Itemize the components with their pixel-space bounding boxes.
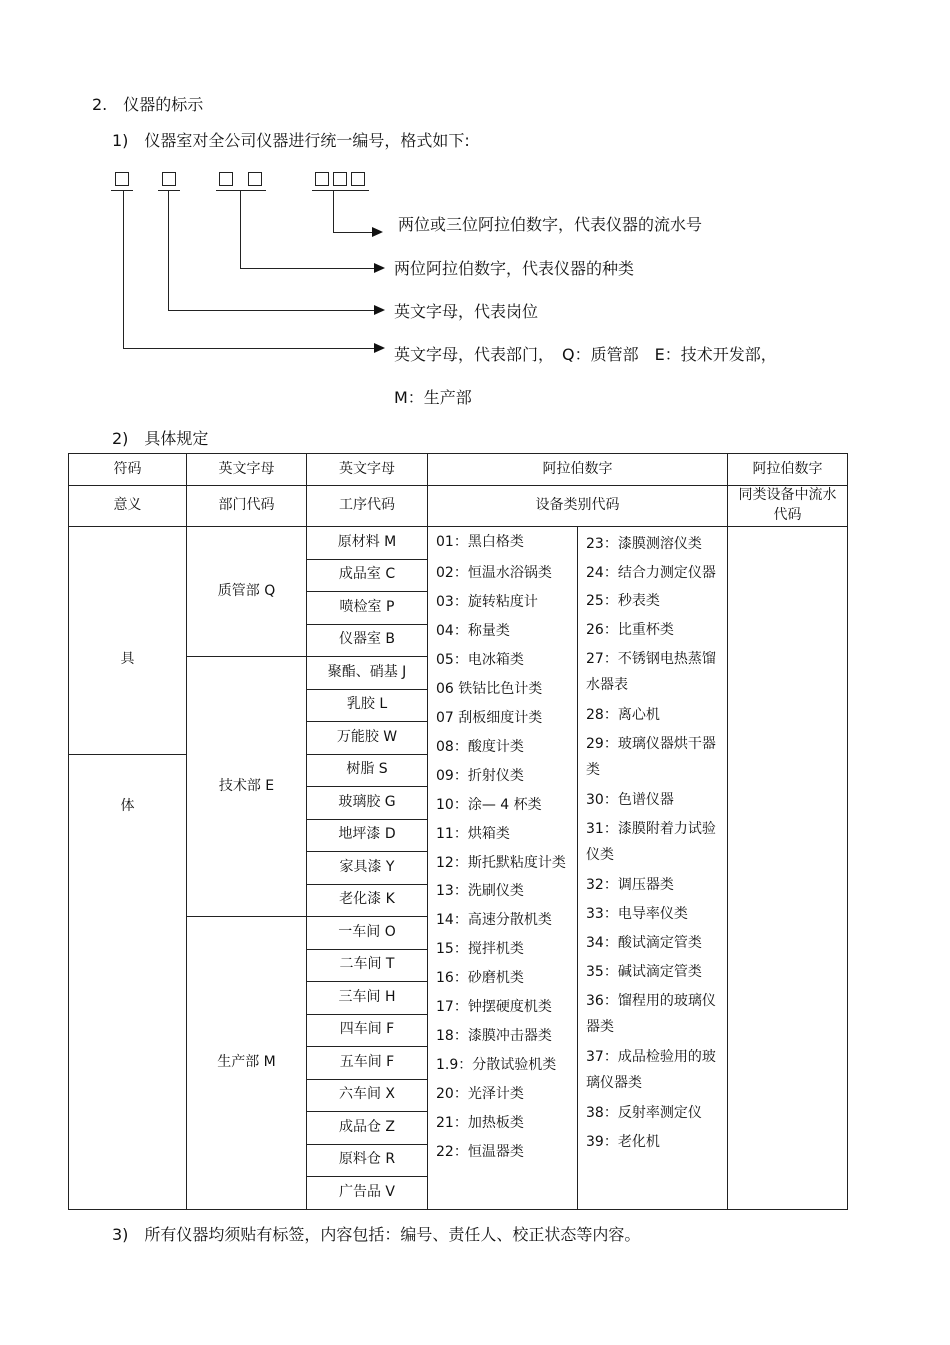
connector-post-vertical	[168, 190, 169, 310]
code-item: 16：砂磨机类	[436, 970, 524, 986]
header-equipment-code: 设备类别代码	[428, 486, 728, 527]
process-cell: 六车间 X	[307, 1079, 428, 1112]
arrow-post-line	[168, 310, 375, 311]
connector-type-vertical	[240, 190, 241, 268]
process-cell: 老化漆 K	[307, 884, 428, 917]
process-cell: 地坪漆 D	[307, 819, 428, 852]
process-cell: 家具漆 Y	[307, 852, 428, 885]
code-spec-table	[68, 453, 848, 1210]
code-item: 29：玻璃仪器烘干器类	[586, 736, 716, 778]
process-cell: 原材料 M	[307, 527, 428, 560]
code-box-serial-1	[315, 172, 329, 186]
code-box-type-1	[219, 172, 233, 186]
code-item: 08：酸度计类	[436, 739, 524, 755]
code-item: 24：结合力测定仪器	[586, 565, 716, 581]
header-serial-code: 同类设备中流水代码	[728, 486, 848, 527]
code-item: 34：酸试滴定管类	[586, 935, 702, 951]
arrow-post-head	[374, 305, 385, 315]
code-item: 12：斯托默粘度计类	[436, 855, 566, 871]
code-box-serial-2	[333, 172, 347, 186]
process-cell: 成品室 C	[307, 559, 428, 592]
process-cell: 三车间 H	[307, 982, 428, 1015]
dept-production: 生产部 M	[187, 917, 307, 1210]
code-item: 01：黑白格类	[436, 534, 524, 550]
header-letter-2: 英文字母	[307, 454, 428, 486]
code-item: 39：老化机	[586, 1134, 660, 1150]
code-item: 13：洗刷仪类	[436, 883, 524, 899]
arrow-type-line	[240, 268, 375, 269]
section-title: 2. 仪器的标示	[92, 95, 204, 114]
code-item: 35：碱试滴定管类	[586, 964, 702, 980]
underline-serial	[312, 190, 369, 191]
process-cell: 喷检室 P	[307, 592, 428, 625]
code-box-dept	[115, 172, 129, 186]
dept-tech: 技术部 E	[187, 657, 307, 917]
header-letter-1: 英文字母	[187, 454, 307, 486]
code-item: 23：漆膜测溶仪类	[586, 536, 702, 552]
code-item: 30：色谱仪器	[586, 792, 674, 808]
equipment-codes-right	[578, 527, 728, 1210]
code-item: 09：折射仪类	[436, 768, 524, 784]
code-item: 15：搅拌机类	[436, 941, 524, 957]
code-item: 36：馏程用的玻璃仪器类	[586, 993, 716, 1035]
process-cell: 仪器室 B	[307, 624, 428, 657]
code-item: 38：反射率测定仪	[586, 1105, 702, 1121]
process-cell: 二车间 T	[307, 949, 428, 982]
code-item: 1.9：分散试验机类	[436, 1057, 557, 1073]
desc-dept: 英文字母，代表部门， Q：质管部 E：技术开发部，	[394, 345, 777, 364]
desc-post: 英文字母，代表岗位	[394, 302, 539, 321]
item-1-text: 1) 仪器室对全公司仪器进行统一编号，格式如下:	[112, 131, 470, 150]
connector-serial-vertical	[333, 190, 334, 232]
code-item: 11：烘箱类	[436, 826, 510, 842]
code-item: 21：加热板类	[436, 1115, 524, 1131]
connector-dept-vertical	[123, 190, 124, 348]
code-item: 06 铁钴比色计类	[436, 681, 543, 697]
code-item: 33：电导率仪类	[586, 906, 688, 922]
code-item: 17：钟摆硬度机类	[436, 999, 552, 1015]
code-box-post	[162, 172, 176, 186]
code-item: 27：不锈钢电热蒸馏水器表	[586, 651, 716, 693]
process-cell: 万能胶 W	[307, 722, 428, 755]
arrow-dept-line	[123, 348, 375, 349]
code-item: 02：恒温水浴锅类	[436, 565, 552, 581]
serial-code-cell	[728, 527, 848, 1210]
process-cell: 聚酯、硝基 J	[307, 657, 428, 690]
process-cell: 一车间 O	[307, 917, 428, 950]
code-item: 03：旋转粘度计	[436, 594, 538, 610]
code-item: 28：离心机	[586, 707, 660, 723]
header-dept-code: 部门代码	[187, 486, 307, 527]
desc-dept-2: M：生产部	[394, 388, 472, 407]
equipment-codes-left	[428, 527, 578, 1210]
header-digits-serial: 阿拉伯数字	[728, 454, 848, 486]
process-cell: 广告品 V	[307, 1177, 428, 1210]
underline-post	[158, 190, 180, 191]
code-item: 10：涂— 4 杯类	[436, 797, 542, 813]
code-item: 20：光泽计类	[436, 1086, 524, 1102]
code-box-serial-3	[351, 172, 365, 186]
underline-dept	[111, 190, 133, 191]
code-item: 31：漆膜附着力试验仪类	[586, 821, 716, 863]
header-symbol: 符码	[69, 454, 187, 486]
code-item: 18：漆膜冲击器类	[436, 1028, 552, 1044]
arrow-dept-head	[374, 343, 385, 353]
code-item: 32：调压器类	[586, 877, 674, 893]
arrow-type-head	[374, 263, 385, 273]
process-cell: 玻璃胶 G	[307, 787, 428, 820]
process-cell: 乳胶 L	[307, 689, 428, 722]
process-cell: 四车间 F	[307, 1014, 428, 1047]
process-cell: 五车间 F	[307, 1047, 428, 1080]
code-item: 04：称量类	[436, 623, 510, 639]
code-item: 25：秒表类	[586, 593, 660, 609]
header-digits: 阿拉伯数字	[428, 454, 728, 486]
code-box-type-2	[248, 172, 262, 186]
underline-type	[216, 190, 266, 191]
side-label-bottom: 体	[69, 754, 187, 1209]
item-3-text: 3) 所有仪器均须贴有标签，内容包括：编号、责任人、校正状态等内容。	[112, 1225, 641, 1244]
code-item: 22：恒温器类	[436, 1144, 524, 1160]
item-2-text: 2) 具体规定	[112, 429, 209, 448]
code-item: 26：比重杯类	[586, 622, 674, 638]
code-item: 14：高速分散机类	[436, 912, 552, 928]
process-cell: 原料仓 R	[307, 1144, 428, 1177]
process-cell: 成品仓 Z	[307, 1112, 428, 1145]
arrow-serial-head	[372, 227, 383, 237]
side-label-top: 具	[69, 527, 187, 755]
code-item: 05：电冰箱类	[436, 652, 524, 668]
process-cell: 树脂 S	[307, 754, 428, 787]
dept-qc: 质管部 Q	[187, 527, 307, 657]
code-item: 37：成品检验用的玻璃仪器类	[586, 1049, 716, 1091]
code-item: 07 刮板细度计类	[436, 710, 543, 726]
header-meaning: 意义	[69, 486, 187, 527]
desc-type: 两位阿拉伯数字，代表仪器的种类	[394, 259, 635, 278]
arrow-serial-line	[333, 232, 373, 233]
desc-serial: 两位或三位阿拉伯数字，代表仪器的流水号	[398, 215, 703, 234]
header-process-code: 工序代码	[307, 486, 428, 527]
